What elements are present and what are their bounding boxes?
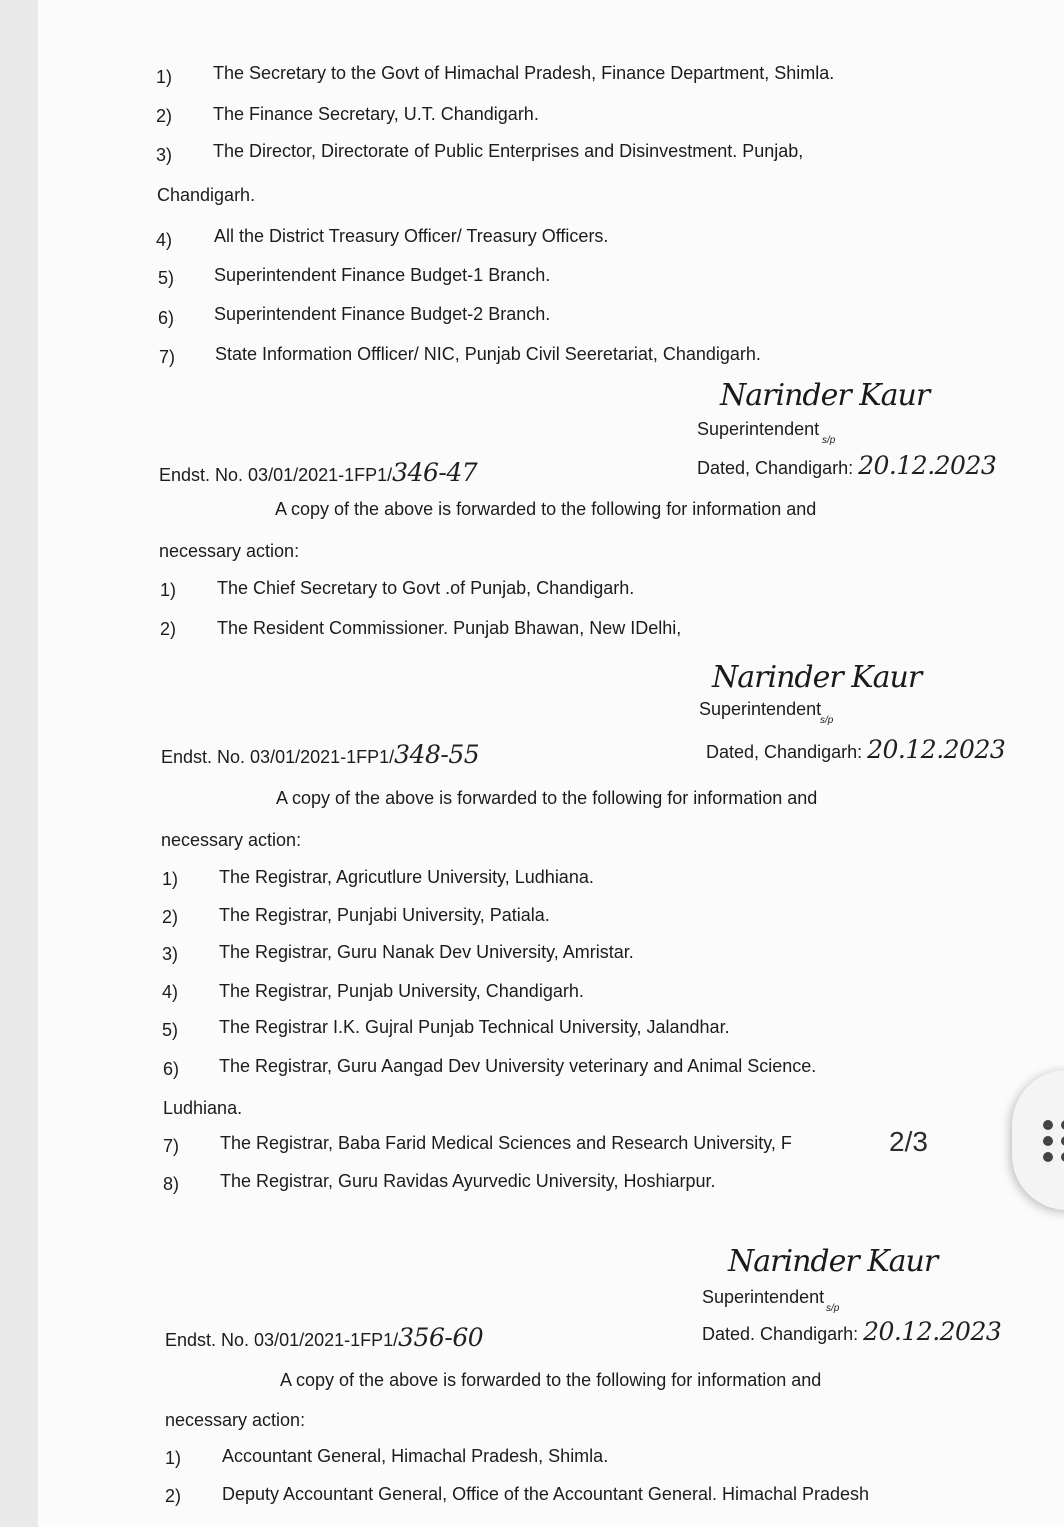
list-item-number: 7) <box>159 347 176 367</box>
endorsement-number <box>165 1323 484 1352</box>
list-item-text: The Registrar, Punjabi University, Patiala. <box>219 905 550 925</box>
list-item-text: The Registrar, Baba Farid Medical Sciences and Research University, F <box>220 1133 792 1153</box>
handwritten-number: 356-60 <box>398 1323 484 1352</box>
list-item-number: 3) <box>162 944 179 964</box>
dated-label: Dated. Chandigarh: <box>702 1324 859 1344</box>
list-item-text: All the District Treasury Officer/ Treasury Officers. <box>214 226 609 246</box>
list-item-text: The Director, Directorate of Public Enterprises and Disinvestment. Punjab, <box>213 141 804 161</box>
endorsement-number <box>159 458 478 487</box>
list-item-number: 4) <box>162 982 179 1002</box>
list-item-number: 2) <box>156 106 173 126</box>
list-item-number: 3) <box>156 145 173 165</box>
list-item-continuation: Chandigarh. <box>157 185 256 205</box>
list-item-number: 6) <box>158 308 175 328</box>
list-item-number: 7) <box>163 1136 180 1156</box>
signature-initials: s/p <box>820 715 834 726</box>
endorsement-prefix: Endst. No. 03/01/2021-1FP1/ <box>159 465 393 485</box>
forwarding-text-cont: necessary action: <box>165 1410 306 1430</box>
signature-handwritten: Narinder Kaur <box>728 1244 938 1279</box>
signature-handwritten: Narinder Kaur <box>720 378 930 413</box>
forwarding-text: A copy of the above is forwarded to the following for information and <box>276 788 818 808</box>
list-item-text: Superintendent Finance Budget-2 Branch. <box>214 304 551 324</box>
list-item-number: 8) <box>163 1174 180 1194</box>
forwarding-text: A copy of the above is forwarded to the following for information and <box>275 499 817 519</box>
dated-label: Dated, Chandigarh: <box>697 458 854 478</box>
forwarding-text: A copy of the above is forwarded to the following for information and <box>280 1370 822 1390</box>
endorsement-prefix: Endst. No. 03/01/2021-1FP1/ <box>165 1330 399 1350</box>
list-item-text: The Registrar, Agricutlure University, Ludhiana. <box>219 867 594 887</box>
list-item-number: 5) <box>158 268 175 288</box>
forwarding-text-cont: necessary action: <box>161 830 302 850</box>
dated-line <box>697 451 997 480</box>
list-item-text: The Secretary to the Govt of Himachal Pradesh, Finance Department, Shimla. <box>213 63 835 83</box>
dated-line <box>706 735 1006 764</box>
signature-handwritten: Narinder Kaur <box>712 660 922 695</box>
list-item-number: 2) <box>160 619 177 639</box>
list-item-number: 4) <box>156 230 173 250</box>
handwritten-number: 348-55 <box>394 740 480 769</box>
list-item-text: Superintendent Finance Budget-1 Branch. <box>214 265 551 285</box>
list-item-text: The Registrar, Punjab University, Chandigarh. <box>219 981 584 1001</box>
list-item-text: The Finance Secretary, U.T. Chandigarh. <box>213 104 539 124</box>
signature-initials: s/p <box>822 435 836 446</box>
handwritten-number: 346-47 <box>392 458 478 487</box>
handwritten-date: 20.12.2023 <box>863 1317 1002 1346</box>
page-indicator: 2/3 <box>889 1126 928 1157</box>
endorsement-number <box>161 740 480 769</box>
handwritten-date: 20.12.2023 <box>867 735 1006 764</box>
dated-line <box>702 1317 1002 1346</box>
list-item-number: 1) <box>165 1448 182 1468</box>
list-item-number: 6) <box>163 1059 180 1079</box>
signatory-title: Superintendent <box>702 1287 825 1307</box>
list-item-number: 5) <box>162 1020 179 1040</box>
list-item-text: The Registrar, Guru Aangad Dev University veterinary and Animal Science. <box>219 1056 817 1076</box>
signatory-title: Superintendent <box>699 699 822 719</box>
signatory-title: Superintendent <box>697 419 820 439</box>
list-item-text: State Information Offlicer/ NIC, Punjab Civil Seeretariat, Chandigarh. <box>215 344 761 364</box>
list-item-number: 2) <box>165 1486 182 1506</box>
list-item-text: Deputy Accountant General, Office of the Accountant General. Himachal Pradesh <box>222 1484 870 1504</box>
forwarding-text-cont: necessary action: <box>159 541 300 561</box>
list-item-number: 2) <box>162 907 179 927</box>
list-item-text: The Registrar, Guru Nanak Dev University, Amristar. <box>219 942 634 962</box>
list-item-text: Accountant General, Himachal Pradesh, Shimla. <box>222 1446 609 1466</box>
list-item-number: 1) <box>156 67 173 87</box>
list-item-text: The Resident Commissioner. Punjab Bhawan, New IDelhi, <box>217 618 682 638</box>
list-item-text: The Chief Secretary to Govt .of Punjab, Chandigarh. <box>217 578 635 598</box>
list-item-number: 1) <box>162 869 179 889</box>
handwritten-date: 20.12.2023 <box>858 451 997 480</box>
list-item-text: The Registrar, Guru Ravidas Ayurvedic University, Hoshiarpur. <box>220 1171 716 1191</box>
list-item-number: 1) <box>160 580 177 600</box>
dated-label: Dated, Chandigarh: <box>706 742 863 762</box>
list-item-continuation: Ludhiana. <box>163 1098 243 1118</box>
more-dots-icon[interactable] <box>1043 1120 1064 1166</box>
list-item-text: The Registrar I.K. Gujral Punjab Technical University, Jalandhar. <box>219 1017 730 1037</box>
signature-initials: s/p <box>826 1303 840 1314</box>
endorsement-prefix: Endst. No. 03/01/2021-1FP1/ <box>161 747 395 767</box>
